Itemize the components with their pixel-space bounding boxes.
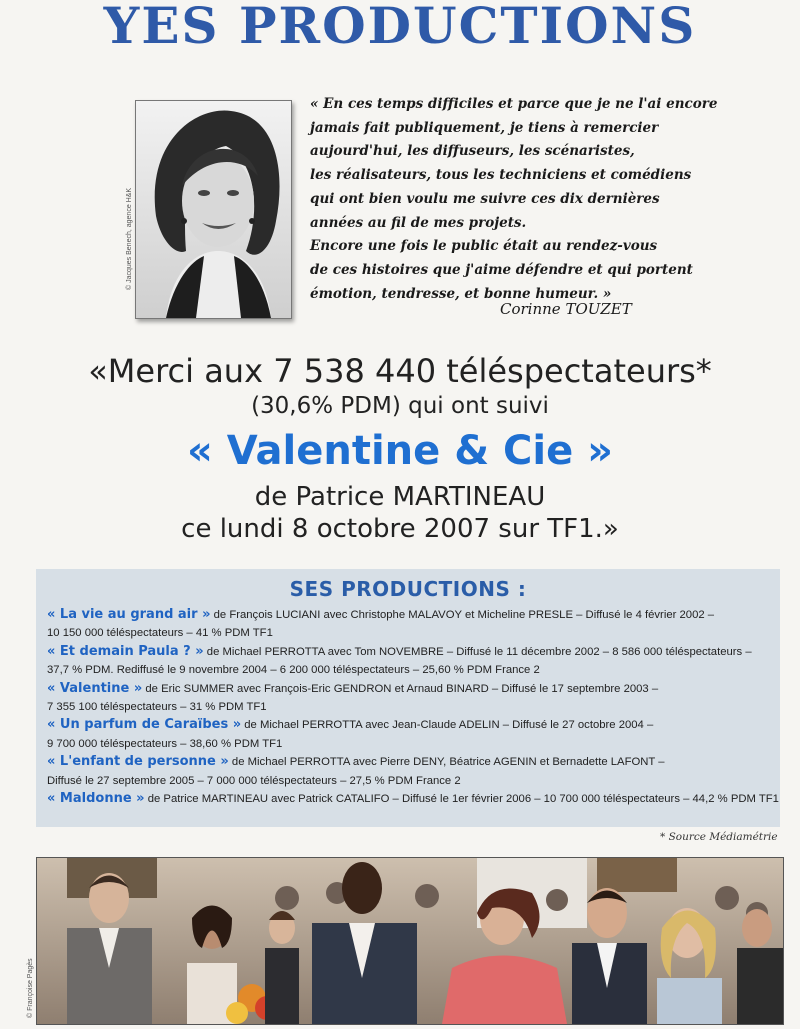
quote-line: qui ont bien voulu me suivre ces dix dernières — [310, 190, 660, 207]
quote-line: jamais fait publiquement, je tiens à remercier — [310, 119, 659, 136]
production-title: « Et demain Paula ? » — [47, 643, 204, 659]
production-item — [47, 606, 775, 643]
production-details: de François LUCIANI avec Christophe MALAVOY et Micheline PRESLE – Diffusé le 4 février 2002 – — [210, 609, 715, 621]
quote-block — [310, 93, 718, 306]
production-title: « La vie au grand air » — [47, 607, 211, 622]
production-title: « L'enfant de personne » — [47, 754, 229, 770]
cast-photo-credit: © Françoise Pagès — [27, 958, 34, 1018]
production-title: « Valentine » — [47, 680, 143, 696]
quote-line: émotion, tendresse, et bonne humeur. » — [310, 285, 612, 302]
production-details: de Michael PERROTTA avec Pierre DENY, Béatrice AGENIN et Bernadette LAFONT – — [228, 756, 665, 769]
production-details: de Eric SUMMER avec François-Eric GENDRON et Arnaud BINARD – Diffusé le 17 septembre 2003 – — [142, 682, 659, 695]
quote-line: aujourd'hui, les diffuseurs, les scénaristes, — [310, 143, 635, 160]
source-note: * Source Médiamétrie — [660, 831, 778, 843]
production-item — [47, 643, 775, 680]
production-title: « Un parfum de Caraïbes » — [47, 717, 242, 733]
portrait-credit: © Jacques Benech, agence H&K — [126, 187, 133, 290]
production-item — [47, 716, 775, 753]
production-details: de Patrice MARTINEAU avec Patrick CATALIFO – Diffusé le 1er février 2006 – 10 700 000 téléspectateurs – 44,2 % PDM TF1 — [144, 793, 779, 806]
cast-photo — [36, 857, 784, 1025]
portrait-photo — [135, 100, 292, 319]
production-details: Diffusé le 27 septembre 2005 – 7 000 000 téléspectateurs – 27,5 % PDM France 2 — [47, 774, 461, 787]
productions-heading: SES PRODUCTIONS : — [289, 577, 527, 601]
production-details: 9 700 000 téléspectateurs – 38,60 % PDM TF1 — [47, 737, 283, 750]
thanks-share: (30,6% PDM) qui ont suivi — [251, 393, 549, 419]
productions-list — [47, 606, 779, 808]
production-item — [47, 790, 779, 808]
production-title: « Maldonne » — [47, 791, 145, 807]
production-details: de Michael PERROTTA avec Jean-Claude ADELIN – Diffusé le 27 octobre 2004 – — [241, 719, 654, 732]
quote-line: Encore une fois le public était au rendez-vous — [310, 238, 658, 255]
quote-line: années au fil de mes projets. — [310, 214, 527, 231]
quote-line: les réalisateurs, tous les techniciens et comédiens — [310, 167, 692, 184]
thanks-date: ce lundi 8 octobre 2007 sur TF1.» — [181, 514, 619, 544]
page-title: YES PRODUCTIONS — [103, 0, 697, 55]
quote-line: « En ces temps difficiles et parce que je ne l'ai encore — [310, 96, 718, 112]
quote-line: de ces histoires que j'aime défendre et qui portent — [310, 261, 693, 278]
production-details: 7 355 100 téléspectateurs – 31 % PDM TF1 — [47, 701, 267, 714]
show-title: « Valentine & Cie » — [187, 428, 613, 474]
production-details: de Michael PERROTTA avec Tom NOVEMBRE – Diffusé le 11 décembre 2002 – 8 586 000 téléspectateurs – — [203, 645, 752, 658]
productions-panel — [36, 569, 780, 827]
thanks-line: «Merci aux 7 538 440 téléspectateurs* — [88, 352, 712, 390]
production-details: 37,7 % PDM. Rediffusé le 9 novembre 2004 – 6 200 000 téléspectateurs – 25,60 % PDM France 2 — [47, 664, 540, 677]
production-item — [47, 680, 775, 717]
production-details: 10 150 000 téléspectateurs – 41 % PDM TF1 — [47, 627, 273, 640]
quote-author: Corinne TOUZET — [500, 300, 632, 318]
thanks-director: de Patrice MARTINEAU — [254, 482, 546, 512]
production-item — [47, 753, 775, 790]
